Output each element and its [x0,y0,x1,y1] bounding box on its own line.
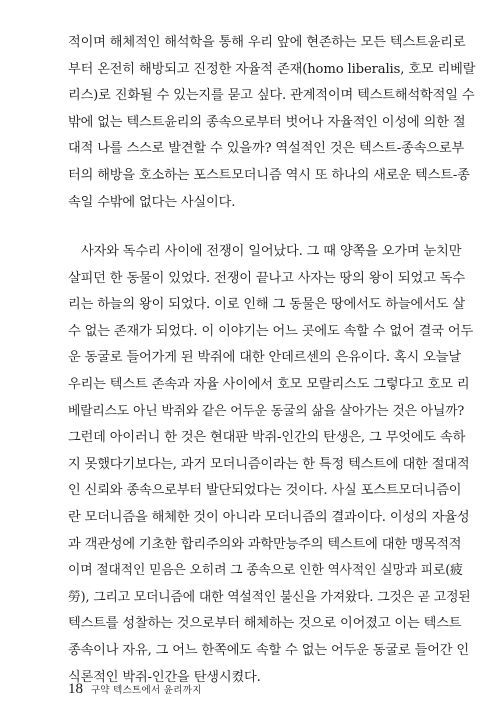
text-line: 그런데 아이러니 한 것은 현대판 박쥐-인간의 탄생은, 그 무엇에도 속하 [68,430,466,446]
text-line: 과 객관성에 기초한 합리주의와 과학만능주의 텍스트에 대한 맹목적적 [68,536,462,552]
text-line: 수 없는 존재가 되었다. 이 이야기는 어느 곳에도 속할 수 없어 결국 어두 [68,323,474,339]
text-line: 리스)로 진화될 수 있는지를 묻고 싶다. 관계적이며 텍스트해석학적일 수 [68,88,475,104]
text-line: 베랄리스도 아닌 박쥐와 같은 어두운 동굴의 삶을 살아가는 것은 아닐까? [68,403,465,419]
text-line: 식론적인 박쥐-인간을 탄생시켰다. [68,669,261,685]
text-line: 인 신뢰와 종속으로부터 발단되었다는 것이다. 사실 포스트모더니즘이 [68,483,462,499]
text-line: 리는 하늘의 왕이 되었다. 이로 인해 그 동물은 땅에서도 하늘에서도 살 [68,297,465,313]
text-line: 사자와 독수리 사이에 전쟁이 일어났다. 그 때 양쪽을 오가며 눈치만 [81,244,462,259]
text-line: 속일 수밖에 없다는 사실이다. [68,194,236,210]
page-footer [68,681,202,698]
text-line: 勞), 그리고 모더니즘에 대한 역설적인 불신을 가져왔다. 그것은 곧 고정된 [68,589,471,605]
text-line: 란 모더니즘을 해체한 것이 아니라 모더니즘의 결과이다. 이성의 자율성 [68,509,470,525]
text-line: 운 동굴로 들어가게 된 박쥐에 대한 안데르센의 은유이다. 혹시 오늘날 [68,350,461,366]
text-line: 부터 온전히 해방되고 진정한 자율적 존재(homo liberalis, 호모 리베랄 [68,61,476,77]
text-line: 살피던 한 동물이 있었다. 전쟁이 끝나고 사자는 땅의 왕이 되었고 독수 [68,270,465,286]
text-line: 터의 해방을 호소하는 포스트모더니즘 역시 또 하나의 새로운 텍스트-종 [68,167,470,183]
paragraph-1 [68,30,476,216]
text-line: 우리는 텍스트 존속과 자율 사이에서 호모 모랄리스도 그렇다고 호모 리 [68,376,470,392]
page-number: 18 [68,681,83,697]
text-line: 밖에 없는 텍스트윤리의 종속으로부터 벗어나 자율적인 이성에 의한 절 [68,114,466,130]
paragraph-2 [68,239,474,691]
text-line: 이며 절대적인 믿음은 오히려 그 종속으로 인한 역사적인 실망과 피로(疲 [68,563,463,579]
text-line: 적이며 해체적인 해석학을 통해 우리 앞에 현존하는 모든 텍스트윤리로 [68,35,466,50]
text-line: 대적 나를 스스로 발견할 수 있을까? 역설적인 것은 텍스트-종속으로부 [68,141,465,157]
text-line: 텍스트를 성찰하는 것으로부터 해체하는 것으로 이어졌고 이는 텍스트 [68,616,462,632]
text-line: 지 못했다기보다는, 과거 모더니즘이라는 한 특정 텍스트에 대한 절대적 [68,456,470,472]
text-line: 종속이나 자유, 그 어느 한쪽에도 속할 수 없는 어두운 동굴로 들어간 인 [68,642,469,658]
running-title: 구약 텍스트에서 윤리까지 [90,685,202,696]
